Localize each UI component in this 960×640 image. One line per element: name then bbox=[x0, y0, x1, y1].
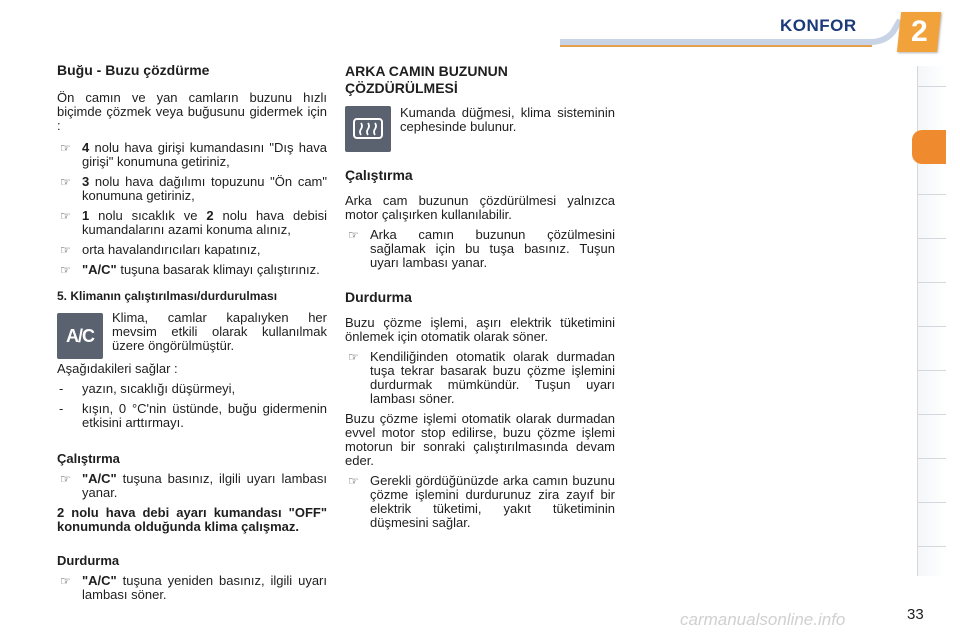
warning-text: 2 nolu hava debi ayarı kumandası "OFF" konumunda olduğunda klima çalışmaz. bbox=[57, 505, 327, 534]
rear-defrost-symbol bbox=[351, 115, 385, 143]
chapter-tab[interactable] bbox=[918, 370, 946, 371]
watermark: carmanualsonline.info bbox=[680, 610, 846, 629]
ac-section bbox=[57, 289, 327, 309]
chapter-tab[interactable] bbox=[918, 194, 946, 195]
operation-title: Çalıştırma bbox=[57, 451, 120, 466]
operation-text: Arka cam buzunun çözdürülmesi yalnızca motor çalışırken kullanılabilir. bbox=[345, 193, 615, 222]
chapter-tab-active[interactable] bbox=[912, 130, 946, 164]
page-header bbox=[0, 0, 960, 60]
chapter-tab[interactable] bbox=[918, 414, 946, 415]
chapter-tab[interactable] bbox=[918, 546, 946, 547]
list-item: ☞ 3 nolu hava dağılımı topuzunu "Ön cam" konumuna getiriniz, bbox=[57, 175, 327, 203]
chapter-tab[interactable] bbox=[918, 282, 946, 283]
chapter-tabs bbox=[917, 66, 946, 576]
right-column bbox=[345, 63, 615, 97]
instruction-list bbox=[57, 141, 327, 277]
stop-list bbox=[345, 350, 615, 406]
list-item: ☞ "A/C" tuşuna basarak klimayı çalıştırınız. bbox=[57, 263, 327, 277]
list-item: ☞ Kendiliğinden otomatik olarak durmadan tuşa tekrar basarak buzu çözme işlemini durdurmak mümkündür. Tuşun uyarı lambası söner. bbox=[345, 350, 615, 406]
section-title: Buğu - Buzu çözdürme bbox=[57, 62, 210, 78]
list-item: ☞ 4 nolu hava girişi kumandasını "Dış hava girişi" konumuna getiriniz, bbox=[57, 141, 327, 169]
list-item: ☞ 1 nolu sıcaklık ve 2 nolu hava debisi kumandalarını azami konuma alınız, bbox=[57, 209, 327, 237]
left-column bbox=[57, 63, 327, 285]
stop-title: Durdurma bbox=[57, 553, 120, 568]
intro-text: Ön camın ve yan camların buzunu hızlı biçimde çözmek veya buğusunu gidermek için : bbox=[57, 90, 327, 133]
ac-description: Klima, camlar kapalıyken her mevsim etkili olarak kullanılmak üzere öngörülmüştür. bbox=[112, 310, 327, 353]
operation-list bbox=[57, 472, 327, 500]
stop-text: Buzu çözme işlemi otomatik olarak durmadan evvel motor stop edilirse, buzu çözme işlemi motorun bir sonraki çalıştırılmasında devam eder. bbox=[345, 411, 615, 468]
stop-text: Buzu çözme işlemi, aşırı elektrik tüketimini önlemek için otomatik olarak söner. bbox=[345, 315, 615, 344]
benefits-intro: Aşağıdakileri sağlar : bbox=[57, 361, 178, 376]
page-number: 33 bbox=[907, 606, 924, 623]
chapter-tab[interactable] bbox=[918, 86, 946, 87]
stop-list bbox=[57, 574, 327, 602]
rear-defrost-description: Kumanda düğmesi, klima sisteminin cephesinde bulunur. bbox=[400, 105, 615, 134]
chapter-tab[interactable] bbox=[918, 238, 946, 239]
chapter-title: KONFOR bbox=[780, 16, 857, 35]
ac-button-icon: A/C bbox=[57, 313, 103, 359]
section-title: ARKA CAMIN BUZUNUN ÇÖZDÜRÜLMESİ bbox=[345, 63, 508, 96]
list-item: ☞ Arka camın buzunun çözülmesini sağlamak için bu tuşa basınız. Tuşun uyarı lambası yanar. bbox=[345, 228, 615, 270]
chapter-tab[interactable] bbox=[918, 458, 946, 459]
chapter-tab[interactable] bbox=[918, 326, 946, 327]
list-item: ☞ "A/C" tuşuna yeniden basınız, ilgili uyarı lambası söner. bbox=[57, 574, 327, 602]
list-item: - yazın, sıcaklığı düşürmeyi, bbox=[57, 382, 327, 396]
ac-section-title: 5. Klimanın çalıştırılması/durdurulması bbox=[57, 289, 278, 303]
list-item: ☞ "A/C" tuşuna basınız, ilgili uyarı lambası yanar. bbox=[57, 472, 327, 500]
rear-defrost-icon bbox=[345, 106, 391, 152]
list-item: - kışın, 0 °C'nin üstünde, buğu gidermenin etkisini arttırmayı. bbox=[57, 402, 327, 430]
stop-list bbox=[345, 474, 615, 530]
list-item: ☞ Gerekli gördüğünüzde arka camın buzunu çözme işlemini durdurunuz zira zayıf bir elektrik tüketimi, yakıt tüketiminin düşmesini sağlar. bbox=[345, 474, 615, 530]
list-item: ☞ orta havalandırıcıları kapatınız, bbox=[57, 243, 327, 257]
stop-title: Durdurma bbox=[345, 289, 412, 305]
chapter-number-badge: 2 bbox=[897, 12, 941, 52]
benefits-list bbox=[57, 382, 327, 430]
rear-details bbox=[345, 168, 615, 538]
operation-list bbox=[345, 228, 615, 270]
chapter-tab[interactable] bbox=[918, 502, 946, 503]
ac-details bbox=[57, 362, 327, 610]
operation-title: Çalıştırma bbox=[345, 167, 413, 183]
